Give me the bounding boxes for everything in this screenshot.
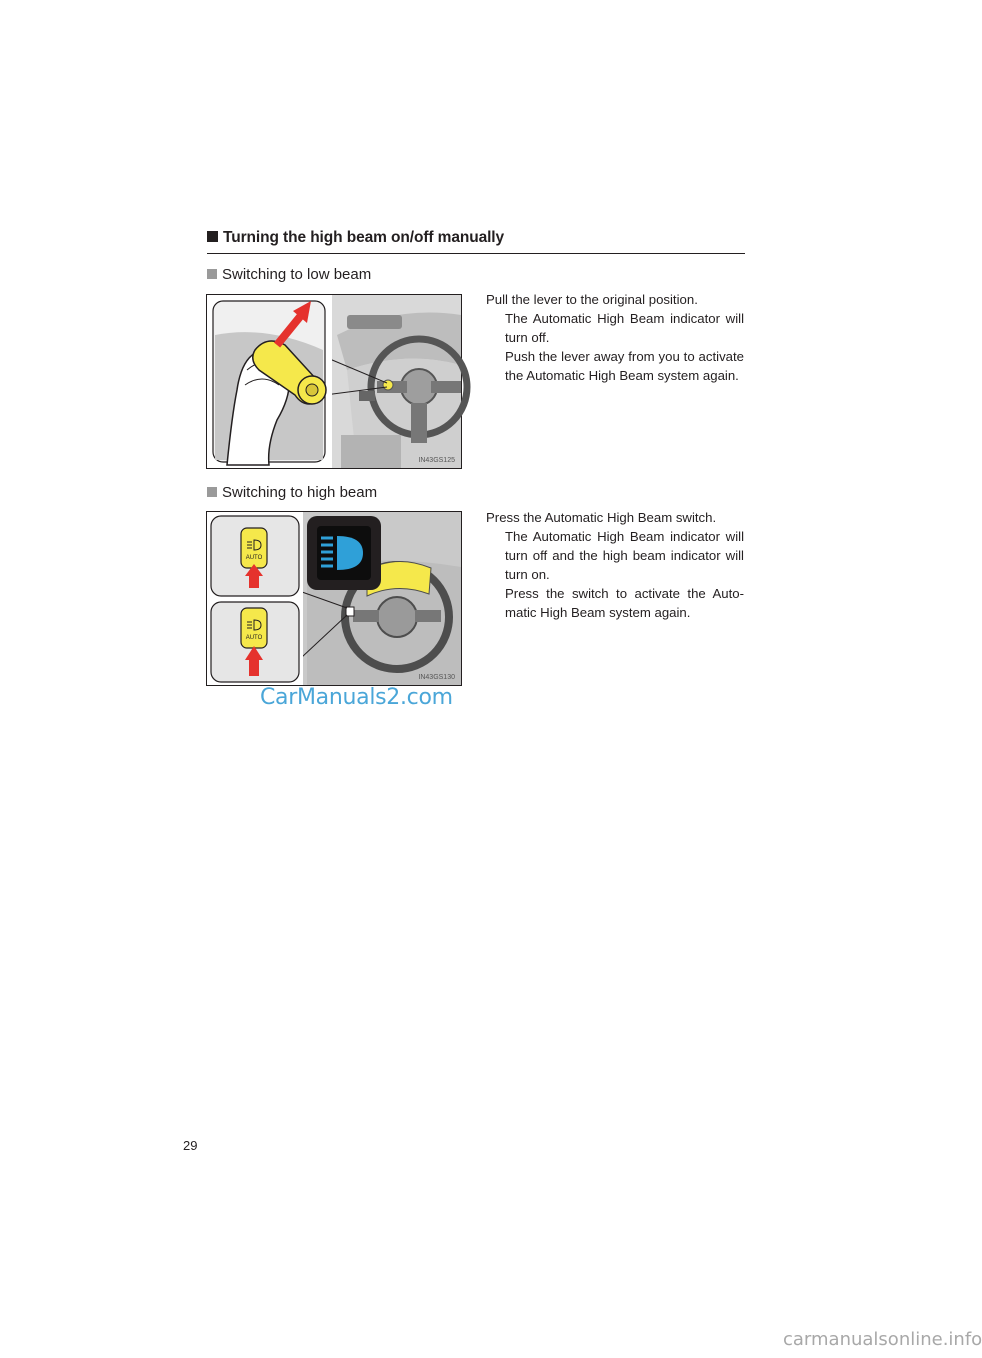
- low-beam-heading-text: Switching to low beam: [222, 266, 372, 283]
- subsection-bullet-icon: [207, 269, 217, 279]
- low-beam-heading: [207, 266, 371, 283]
- high-beam-note-1: The Automatic High Beam indicator will turn off and the high beam indicator will turn on.: [505, 529, 744, 582]
- high-beam-heading-text: Switching to high beam: [222, 484, 378, 501]
- section-heading: [207, 229, 745, 247]
- high-beam-figure-code: IN43GS130: [418, 674, 455, 681]
- switch-auto-label-top: AUTO: [245, 555, 263, 561]
- high-beam-heading: [207, 484, 377, 501]
- low-beam-note-2: Push the lever away from you to activate the Automatic High Beam system again.: [505, 349, 744, 383]
- page-number: 29: [183, 1138, 198, 1153]
- high-beam-step: Press the Automatic High Beam switch.: [486, 510, 717, 525]
- watermark-link-top[interactable]: CarManuals2.com: [260, 685, 453, 710]
- subsection-bullet-icon: [207, 487, 217, 497]
- section-bullet-icon: [207, 231, 218, 242]
- low-beam-instructions: [486, 290, 744, 385]
- high-beam-illustration: [206, 511, 462, 686]
- section-divider: [207, 253, 745, 254]
- watermark-link-bottom[interactable]: carmanualsonline.info: [783, 1329, 982, 1350]
- low-beam-figure-code: IN43GS125: [418, 457, 455, 464]
- section-heading-text: Turning the high beam on/off manually: [223, 229, 505, 246]
- low-beam-note-1: The Automatic High Beam indicator will turn off.: [505, 311, 744, 345]
- high-beam-instructions: [486, 508, 744, 622]
- low-beam-step: Pull the lever to the original position.: [486, 292, 698, 307]
- switch-auto-label-bottom: AUTO: [245, 635, 263, 641]
- high-beam-note-2: Press the switch to activate the Auto-matic High Beam system again.: [505, 586, 744, 620]
- low-beam-illustration: [206, 294, 462, 469]
